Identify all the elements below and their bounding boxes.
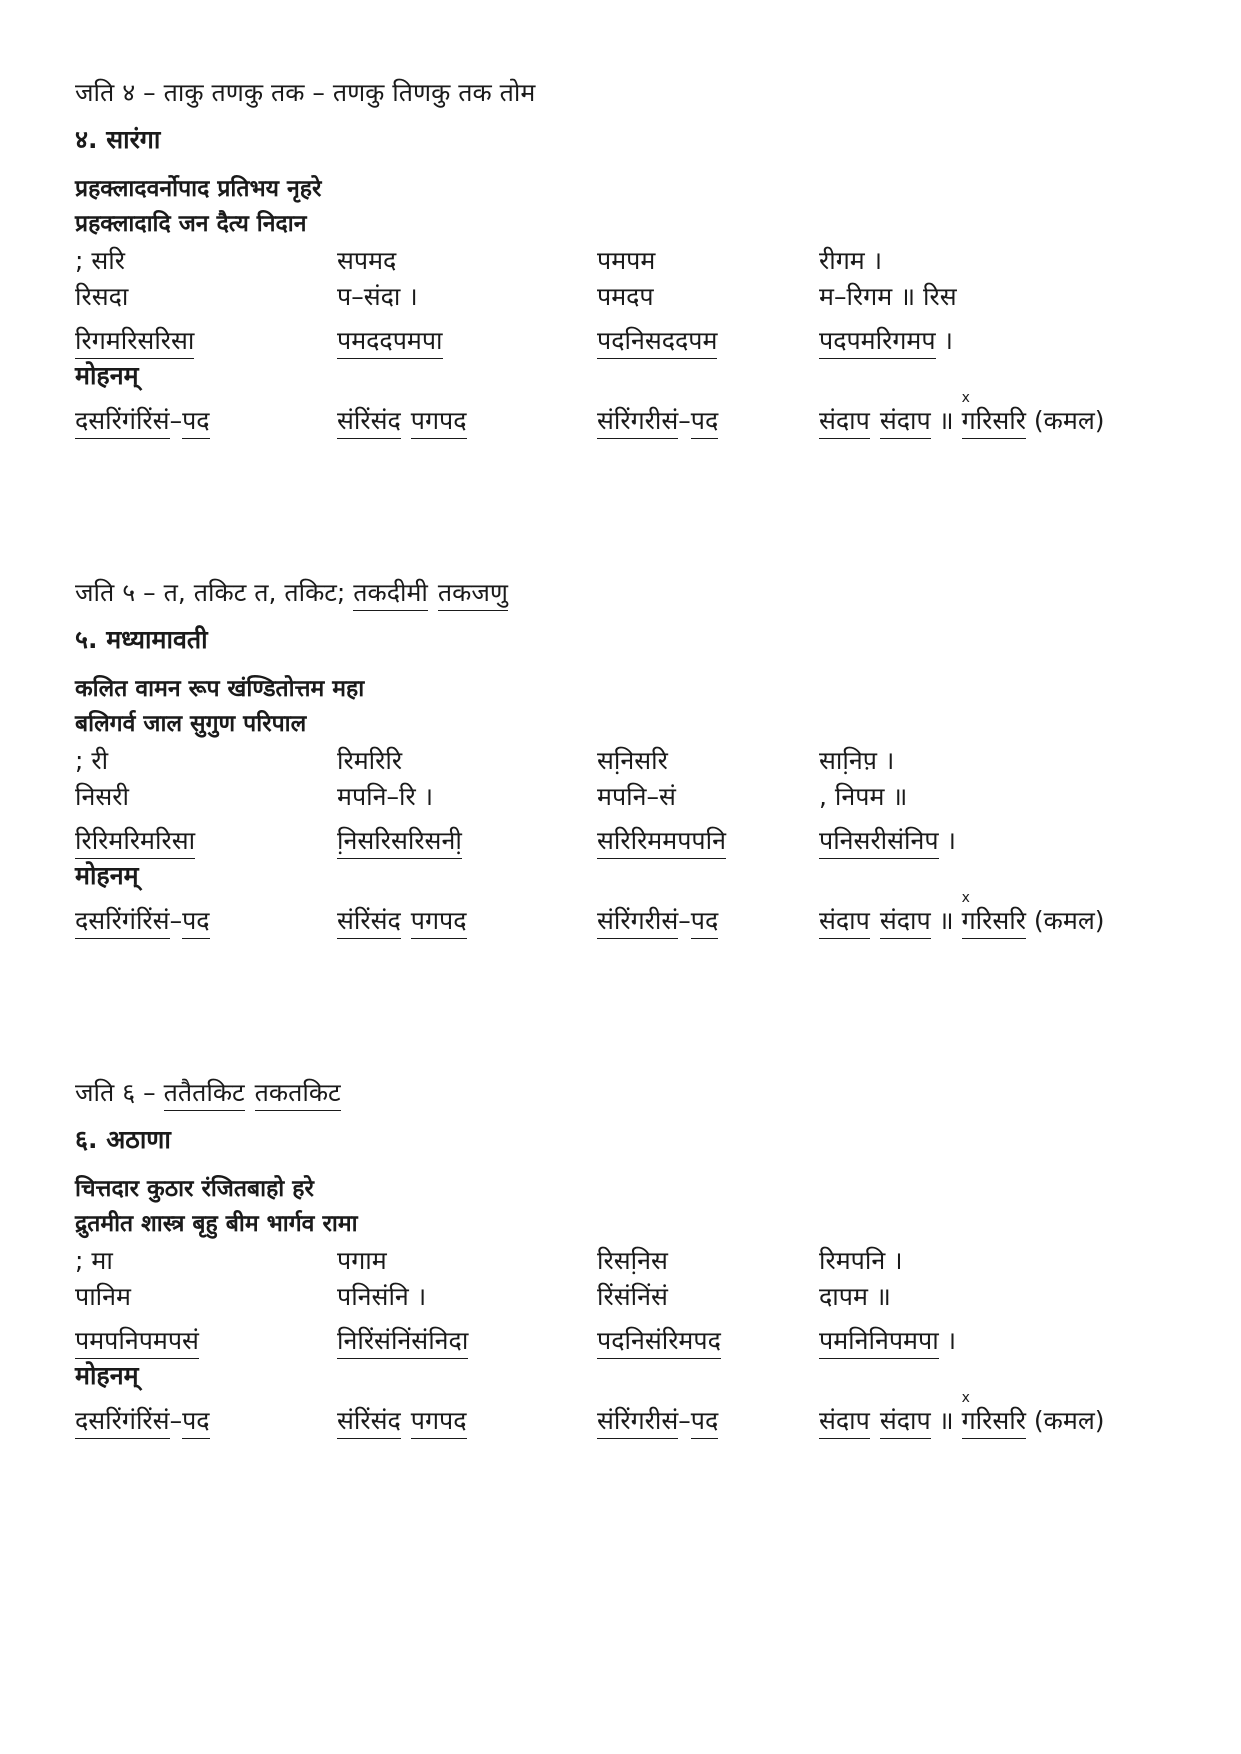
underlined-phrase <box>961 1390 1026 1439</box>
underlined-phrase: ततैतकिट <box>164 1078 245 1111</box>
notation-cell: रिसदा <box>75 282 129 311</box>
notation-cell: पानिम <box>75 1282 131 1311</box>
notation-cell <box>75 823 195 857</box>
underlined-phrase: पद <box>691 1406 718 1439</box>
underlined-phrase: दसरिंगंरिंसं <box>75 1406 170 1439</box>
dash: – <box>678 906 691 935</box>
notation-cell: ; री <box>75 746 109 775</box>
underlined-phrase: दसरिंगंरिंसं <box>75 906 170 939</box>
jati-syllables: त, तकिट त, तकिट; <box>163 578 354 607</box>
notation-cell: रिमपनि । <box>819 1246 903 1275</box>
underlined-phrase: सरिरिममपपनि <box>597 826 726 859</box>
underlined-phrase <box>961 890 1026 939</box>
note-kamal: (कमल) <box>1025 1406 1105 1435</box>
notation-cell <box>597 323 717 357</box>
underlined-phrase: पगपद <box>411 406 467 439</box>
underlined-phrase: पमनिनिपमपा <box>819 1326 939 1359</box>
underlined-phrase: रिरिमरिमरिसा <box>75 826 195 859</box>
notation-cell: पमपम <box>597 246 656 275</box>
dash: – <box>169 906 183 935</box>
underlined-phrase: संदाप <box>819 1406 870 1439</box>
bar-mark: । <box>938 1326 957 1355</box>
underlined-phrase: पदनिसददपम <box>597 326 717 359</box>
underlined-phrase: संरिंसंद <box>337 1406 401 1439</box>
notation-cell: पमदप <box>597 282 654 311</box>
bar-mark: । <box>938 826 957 855</box>
underlined-phrase: संरिंगरीसं <box>597 1406 678 1439</box>
notation-cell <box>819 823 956 857</box>
mohanam-cell-1 <box>75 403 210 437</box>
notation-cell: दापम ॥ <box>819 1282 891 1311</box>
notation-cell <box>337 823 462 857</box>
notation-cell: पगाम <box>337 1246 387 1275</box>
underlined-phrase: पमददपमपा <box>337 326 443 359</box>
dash: – <box>678 1406 691 1435</box>
mohanam-cell-2 <box>337 1403 467 1437</box>
jati-line <box>75 575 508 609</box>
underlined-phrase: संरिंगरीसं <box>597 406 678 439</box>
mohanam-cell-1 <box>75 903 210 937</box>
underlined-phrase: निरिंसंनिंसंनिदा <box>337 1326 468 1359</box>
lyric-line-2: द्रुतमीत शास्त्र बृहु बीम भार्गव रामा <box>75 1211 358 1237</box>
mohanam-cell-4 <box>819 890 1105 937</box>
underlined-phrase <box>961 390 1026 439</box>
notation-cell: मपनि–सं <box>597 782 676 811</box>
mohanam-label: मोहनम् <box>75 361 139 390</box>
notation-cell: रिमरिरि <box>337 746 403 775</box>
mohanam-cell-1 <box>75 1403 210 1437</box>
underlined-phrase: संदाप <box>819 406 870 439</box>
jati-line <box>75 1075 341 1109</box>
underlined-phrase: नि़सरिसरिसनी़ <box>337 826 462 859</box>
dash: – <box>678 406 691 435</box>
lyric-line-1: कलित वामन रूप खंण्डितोत्तम महा <box>75 676 365 702</box>
notation-cell: ; मा <box>75 1246 113 1275</box>
raga-title: ६. अठाणा <box>75 1125 171 1154</box>
mohanam-cell-4 <box>819 390 1105 437</box>
mohanam-cell-2 <box>337 403 467 437</box>
notation-cell <box>819 323 953 357</box>
mohanam-cell-4 <box>819 1390 1105 1437</box>
underlined-phrase: रिगमरिसरिसा <box>75 326 194 359</box>
notation-cell <box>597 1323 721 1357</box>
note-kamal: (कमल) <box>1025 406 1105 435</box>
jati-syllables: ताकु तणकु तक – तणकु तिणकु तक तोम <box>163 78 536 107</box>
notation-cell <box>819 1323 956 1357</box>
jati-line <box>75 75 535 109</box>
raga-title: ५. मध्यामावती <box>75 625 208 654</box>
notation-cell: निसरी <box>75 782 129 811</box>
lyric-line-2: प्रहक्लादादि जन दैत्य निदान <box>75 211 307 237</box>
underlined-phrase: तकदीमी <box>353 578 428 611</box>
jati-label: जति ६ – <box>75 1078 164 1107</box>
underlined-phrase: पनिसरीसंनिप <box>819 826 939 859</box>
notation-cell: सपमद <box>337 246 397 275</box>
underlined-phrase: पद <box>182 1406 209 1439</box>
phrase-text: गरिसरि <box>961 906 1026 935</box>
notation-cell <box>597 823 726 857</box>
underlined-phrase: संदाप <box>819 906 870 939</box>
underlined-phrase: पदपमरिगमप <box>819 326 936 359</box>
notation-cell: मपनि–रि । <box>337 782 434 811</box>
notation-cell: सनि़सरि <box>597 746 668 775</box>
notation-cell <box>75 1323 199 1357</box>
raga-title: ४. सारंगा <box>75 125 161 154</box>
double-bar: ॥ <box>930 1406 962 1435</box>
underlined-phrase: संरिंसंद <box>337 906 401 939</box>
underlined-phrase: पदनिसंरिमपद <box>597 1326 721 1359</box>
cross-mark: x <box>961 390 970 406</box>
mohanam-cell-2 <box>337 903 467 937</box>
underlined-phrase: तकतकिट <box>255 1078 341 1111</box>
jati-label: जति ४ – <box>75 78 164 107</box>
underlined-phrase: पद <box>182 906 209 939</box>
notation-cell: प–संदा । <box>337 282 418 311</box>
notation-cell: रिसनि़स <box>597 1246 668 1275</box>
notation-cell: रिंसंनिंसं <box>597 1282 668 1311</box>
notation-cell <box>337 323 443 357</box>
underlined-phrase: पगपद <box>411 906 467 939</box>
note-kamal: (कमल) <box>1025 906 1105 935</box>
underlined-phrase: संरिंसंद <box>337 406 401 439</box>
cross-mark: x <box>961 1390 970 1406</box>
lyric-line-2: बलिगर्व जाल सुगुण परिपाल <box>75 711 307 737</box>
notation-cell <box>75 323 194 357</box>
underlined-phrase: संदाप <box>880 906 931 939</box>
cross-mark: x <box>961 890 970 906</box>
underlined-phrase: पद <box>691 906 718 939</box>
double-bar: ॥ <box>930 906 962 935</box>
underlined-phrase: पद <box>691 406 718 439</box>
underlined-phrase: दसरिंगंरिंसं <box>75 406 170 439</box>
notation-cell: रीगम । <box>819 246 883 275</box>
mohanam-label: मोहनम् <box>75 1361 139 1390</box>
underlined-phrase: संदाप <box>880 1406 931 1439</box>
notation-cell: पनिसंनि । <box>337 1282 427 1311</box>
underlined-phrase: संरिंगरीसं <box>597 906 678 939</box>
lyric-line-1: चित्तदार कुठार रंजितबाहो हरे <box>75 1176 314 1202</box>
notation-cell <box>337 1323 468 1357</box>
notation-cell: सानि़प़ । <box>819 746 895 775</box>
mohanam-label: मोहनम् <box>75 861 139 890</box>
mohanam-cell-3 <box>597 403 718 437</box>
lyric-line-1: प्रहक्लादवर्नोपाद प्रतिभय नृहरे <box>75 176 322 202</box>
dash: – <box>169 406 183 435</box>
notation-cell: म–रिगम ॥ रिस <box>819 282 957 311</box>
phrase-text: गरिसरि <box>961 1406 1026 1435</box>
mohanam-cell-3 <box>597 903 718 937</box>
dash: – <box>169 1406 183 1435</box>
underlined-phrase: तकजणु <box>438 578 508 611</box>
notation-cell: , निपम ॥ <box>819 782 908 811</box>
phrase-text: गरिसरि <box>961 406 1026 435</box>
mohanam-cell-3 <box>597 1403 718 1437</box>
underlined-phrase: संदाप <box>880 406 931 439</box>
bar-mark: । <box>935 326 953 355</box>
double-bar: ॥ <box>930 406 962 435</box>
underlined-phrase: पगपद <box>411 1406 467 1439</box>
underlined-phrase: पद <box>182 406 209 439</box>
underlined-phrase: पमपनिपमपसं <box>75 1326 199 1359</box>
notation-cell: ; सरि <box>75 246 125 275</box>
jati-label: जति ५ – <box>75 578 164 607</box>
